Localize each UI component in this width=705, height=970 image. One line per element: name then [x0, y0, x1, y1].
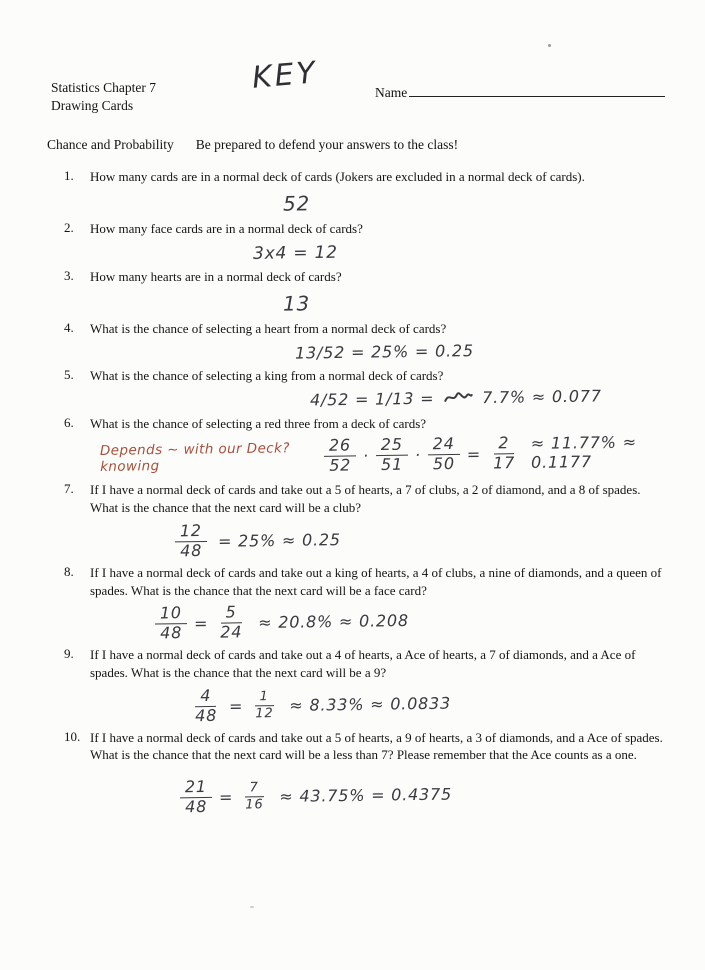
fraction: $\frac{1}{12}$ — [255, 689, 274, 722]
question-number: 9. — [64, 646, 74, 662]
question-block-10 — [64, 728, 665, 817]
fraction: $\frac{2}{17}$ — [492, 433, 516, 473]
name-blank-line — [409, 83, 665, 97]
handwritten-answer-8 — [150, 599, 665, 643]
fraction: $\frac{21}{48}$ — [180, 779, 212, 816]
question-list — [0, 168, 705, 820]
fraction: $\frac{26}{52}$ — [324, 437, 356, 474]
question-block-5 — [64, 367, 665, 408]
question-text: How many hearts are in a normal deck of cards? — [90, 268, 342, 284]
handwritten-answer-4: 13/52 = 25% = 0.25 — [294, 340, 474, 363]
question-block-1 — [64, 168, 665, 216]
question-number: 4. — [64, 319, 74, 335]
handwritten-answer-6 — [100, 432, 665, 478]
answer-tail: = 25% ≈ 0.25 — [217, 529, 341, 551]
name-label: Name — [375, 85, 408, 100]
question-block-4 — [64, 319, 665, 363]
handwritten-answer-9 — [185, 682, 665, 725]
equals-sign: = — [218, 787, 234, 808]
question-block-2 — [64, 219, 665, 264]
question-number: 8. — [64, 563, 74, 579]
question-number: 5. — [64, 366, 74, 382]
key-annotation: KEY — [250, 55, 320, 96]
handwritten-answer-7 — [170, 517, 665, 561]
dot-operator: · — [414, 445, 421, 465]
fraction: $\frac{12}{48}$ — [175, 523, 207, 560]
question-text: If I have a normal deck of cards and take out a 4 of hearts, a Ace of hearts, a 7 of diamonds, and a Ace of spades. What is the chance that the next card will be a 9? — [90, 647, 636, 680]
equals-sign: = — [193, 614, 209, 634]
question-text: What is the chance of selecting a heart from a normal deck of cards? — [90, 320, 447, 336]
fraction: $\frac{7}{16}$ — [245, 780, 264, 813]
answer-text-left: 4/52 = 1/13 = — [309, 388, 435, 410]
course-subtitle: Drawing Cards — [51, 98, 134, 113]
handwritten-answer-2: 3x4 = 12 — [252, 242, 338, 264]
question-text: If I have a normal deck of cards and take out a king of hearts, a 4 of clubs, a nine of diamonds, and a queen of spades. What is the chance that the next card will be a face card? — [90, 564, 662, 598]
fraction: $\frac{10}{48}$ — [155, 606, 187, 643]
fraction: $\frac{4}{48}$ — [195, 685, 218, 725]
fraction: $\frac{5}{24}$ — [220, 602, 243, 642]
question-text: If I have a normal deck of cards and take out a 5 of hearts, a 9 of hearts, a 3 of diamonds, and a Ace of spades. What is the chance that the next card will be a less than 7? Please remember that the Ace counts as a one. — [90, 729, 663, 763]
question-block-3 — [64, 267, 665, 316]
answer-text-right: 7.7% ≈ 0.077 — [481, 386, 602, 407]
handwritten-answer-3: 13 — [282, 291, 311, 316]
answer-tail: ≈ 11.77% ≈ 0.1177 — [530, 432, 637, 473]
question-number: 7. — [64, 481, 74, 497]
question-text: How many cards are in a normal deck of cards (Jokers are excluded in a normal deck of cards). — [90, 169, 585, 184]
handwritten-note: Depends ~ with our Deck? knowing — [99, 440, 290, 476]
question-number: 1. — [64, 168, 74, 183]
question-text: What is the chance of selecting a king from a normal deck of cards? — [90, 367, 444, 383]
question-number: 2. — [64, 219, 74, 235]
fraction: $\frac{25}{51}$ — [376, 436, 408, 473]
name-field — [375, 83, 665, 101]
question-text: How many face cards are in a normal deck of cards? — [90, 220, 363, 236]
course-title: Statistics Chapter 7 — [51, 80, 156, 95]
intro-line — [47, 137, 458, 153]
question-block-9 — [64, 646, 665, 725]
handwritten-answer-5 — [310, 385, 665, 410]
question-number: 10. — [64, 728, 81, 744]
scribble-mark — [443, 388, 473, 408]
question-block-6 — [64, 415, 665, 474]
equals-sign: = — [228, 696, 244, 716]
handwritten-answer-10 — [175, 773, 665, 816]
handwritten-answer-1: 52 — [282, 191, 311, 216]
fraction: $\frac{24}{50}$ — [428, 436, 460, 473]
topic-label: Chance and Probability — [47, 137, 174, 152]
answer-tail: ≈ 20.8% ≈ 0.208 — [258, 611, 409, 633]
question-text: What is the chance of selecting a red three from a deck of cards? — [90, 416, 427, 432]
question-block-8 — [64, 563, 665, 643]
answer-tail: ≈ 43.75% = 0.4375 — [279, 784, 453, 807]
question-block-7 — [64, 481, 665, 561]
equals-sign: = — [466, 444, 482, 464]
question-text: If I have a normal deck of cards and take out a 5 of hearts, a 7 of clubs, a 2 of diamond, and a 8 of spades. What is the chance that the next card will be a club? — [90, 482, 641, 516]
instruction-text: Be prepared to defend your answers to the class! — [195, 137, 459, 152]
question-number: 3. — [64, 267, 74, 283]
dot-operator: · — [362, 445, 370, 465]
scan-speck — [250, 906, 254, 908]
scan-speck — [548, 44, 551, 47]
question-number: 6. — [64, 415, 74, 431]
answer-tail: ≈ 8.33% ≈ 0.0833 — [289, 693, 452, 715]
